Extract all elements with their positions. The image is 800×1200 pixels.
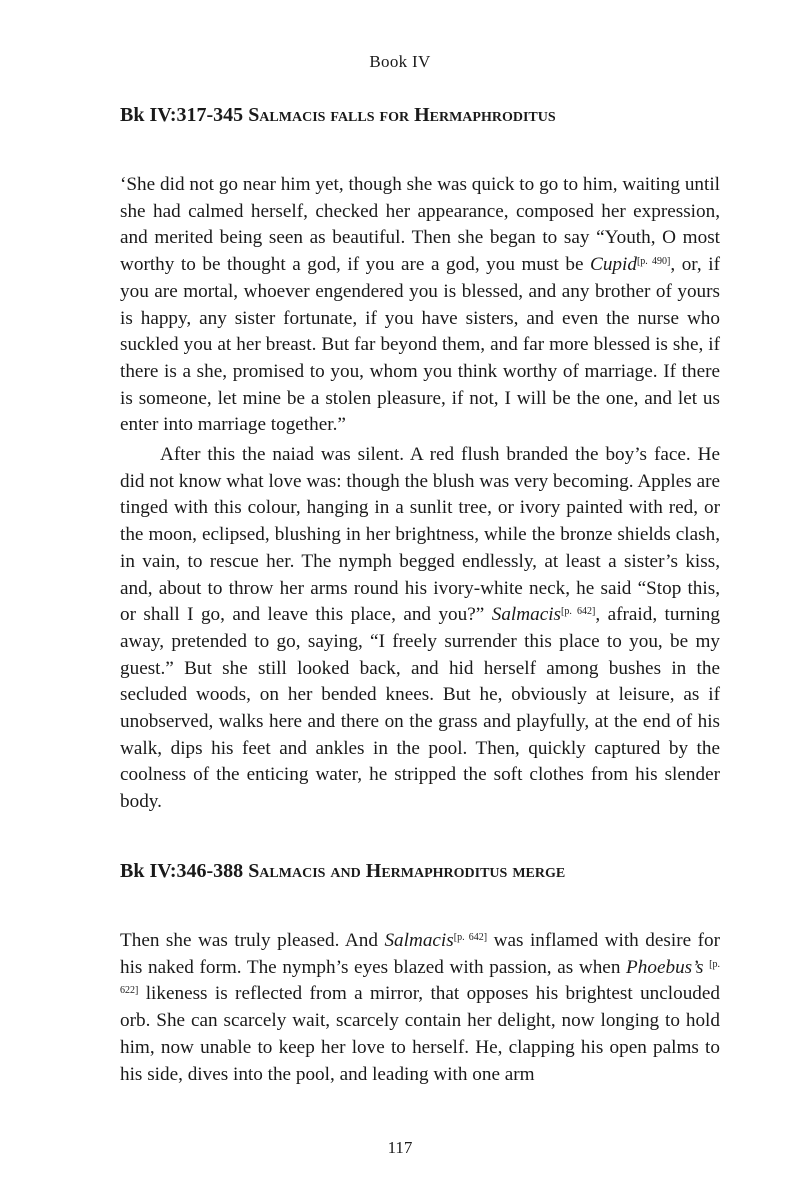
text-run: After this the naiad was silent. A red flush branded the boy’s face. He did not know what love was: though the blush was very becoming. Apples are tinged with this colour, hanging in a sunlit tree, or ivory painted with red, or the moon, eclipsed, blushing in her brightness, while the bronze shields clash, in vain, to rescue her. The nymph begged endlessly, at least a sister’s kiss, and, about to throw her arms round his ivory-white neck, he said “Stop this, or shall I go, and leave this place, and you?”	[120, 444, 720, 626]
text-run: was inflamed with desire for his naked form. The nymph’s eyes blazed with passion, as when	[120, 930, 720, 978]
paragraph	[120, 928, 720, 1088]
page-reference: [p. 642]	[561, 606, 596, 618]
page-reference: [p. 490]	[636, 256, 671, 268]
text-run: Then she was truly pleased. And	[120, 930, 385, 951]
name-salmacis: Salmacis	[384, 930, 454, 951]
text-run: ‘She did not go near him yet, though she was quick to go to him, waiting until she had calmed herself, checked her appearance, composed her expression, and merited being seen as beautiful. Then she began to say “Youth, O most worthy to be thought a god, if you are a god, you must be	[120, 174, 720, 276]
name-salmacis: Salmacis	[491, 604, 562, 626]
section-text-346-388	[120, 928, 720, 1088]
text-run: likeness is reflected from a mirror, that opposes his brightest unclouded orb. She can scarcely wait, scarcely contain her delight, now longing to hold him, now unable to keep her love to herself. He, clapping his open palms to his side, dives into the pool, and leading with one arm	[120, 983, 720, 1085]
running-head: Book IV	[369, 52, 431, 71]
section-heading-title: Salmacis falls for Hermaphroditus	[248, 104, 556, 126]
name-cupid: Cupid	[590, 254, 637, 276]
section-text-317-345-p1	[120, 172, 720, 439]
paragraph	[120, 442, 720, 816]
page-reference: [p. 622]	[120, 958, 720, 997]
page-reference: [p. 642]	[453, 932, 488, 943]
paragraph	[120, 172, 720, 439]
page-number: 117	[387, 1138, 413, 1157]
text-run: , or, if you are mortal, whoever engendered you is blessed, and any brother of yours is happy, any sister fortunate, if you have sisters, and even the nurse who suckled you at her breast. But far beyond them, and far more blessed is she, if there is a she, promised to you, whom you think worthy of marriage. If there is someone, let mine be a stolen pleasure, if not, I will be the one, and let us enter into marriage together.”	[120, 254, 720, 436]
section-text-317-345-p2	[120, 442, 720, 816]
name-phoebus: Phoebus’s	[626, 956, 704, 978]
section-heading-346-388	[120, 860, 700, 883]
text-run: , afraid, turning away, pretended to go, saying, “I freely surrender this place to you, be my guest.” But she still looked back, and hid herself among bushes in the secluded woods, on her bended knees. But he, obviously at leisure, as if unobserved, walks here and there on the grass and playfully, at the end of his walk, dips his feet and ankles in the pool. Then, quickly captured by the coolness of the enticing water, he stripped the soft clothes from his slender body.	[120, 604, 720, 813]
section-heading-prefix: Bk IV:317-345	[120, 104, 249, 126]
section-heading-prefix: Bk IV:346-388	[120, 860, 249, 882]
section-heading-317-345	[120, 104, 700, 127]
section-heading-title: Salmacis and Hermaphroditus merge	[248, 860, 566, 882]
